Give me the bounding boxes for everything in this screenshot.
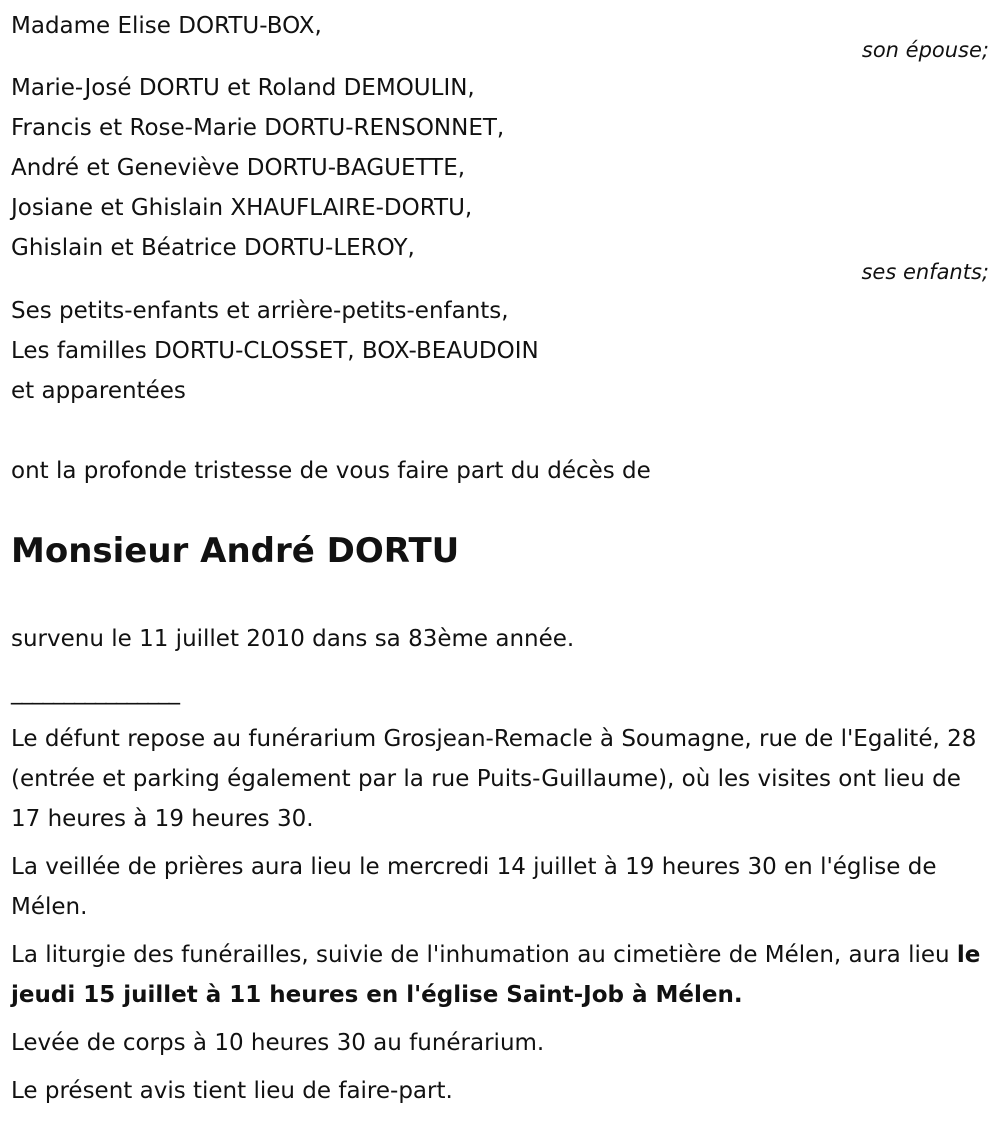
details-block <box>11 719 991 1111</box>
family-line: Ses petits-enfants et arrière-petits-enfants, <box>11 298 509 324</box>
child-line: André et Geneviève DORTU-BAGUETTE, <box>11 155 466 181</box>
vigil-paragraph: La veillée de prières aura lieu le mercredi 14 juillet à 19 heures 30 en l'église de Mélen. <box>11 854 937 920</box>
repose-paragraph: Le défunt repose au funérarium Grosjean-Remacle à Soumagne, rue de l'Egalité, 28 (entrée et parking également par la rue Puits-Guillaume), où les visites ont lieu de 17 heures à 19 heures 30. <box>11 726 977 832</box>
spouse-name: Madame Elise DORTU-BOX, <box>11 13 322 39</box>
children-block <box>11 68 991 268</box>
family-line: et apparentées <box>11 378 186 404</box>
family-line: Les familles DORTU-CLOSSET, BOX-BEAUDOIN <box>11 338 539 364</box>
child-line: Marie-José DORTU et Roland DEMOULIN, <box>11 75 475 101</box>
liturgy-paragraph <box>11 935 991 1015</box>
family-block <box>11 291 991 411</box>
liturgy-intro: La liturgie des funérailles, suivie de l'inhumation au cimetière de Mélen, aura lieu <box>11 942 957 968</box>
deceased-name: Monsieur André DORTU <box>11 531 460 571</box>
child-line: Ghislain et Béatrice DORTU-LEROY, <box>11 235 415 261</box>
notice-paragraph: Le présent avis tient lieu de faire-part. <box>11 1078 453 1104</box>
liturgy-highlight: le jeudi 15 juillet à 11 heures en l'église Saint-Job à Mélen. <box>11 942 981 1008</box>
announcement-text: ont la profonde tristesse de vous faire part du décès de <box>11 458 651 484</box>
lift-paragraph: Levée de corps à 10 heures 30 au funérarium. <box>11 1030 545 1056</box>
spouse-role: son épouse; <box>861 38 989 62</box>
children-role: ses enfants; <box>861 260 989 284</box>
separator-line: ________________ <box>11 679 179 705</box>
child-line: Josiane et Ghislain XHAUFLAIRE-DORTU, <box>11 195 473 221</box>
child-line: Francis et Rose-Marie DORTU-RENSONNET, <box>11 115 505 141</box>
death-info: survenu le 11 juillet 2010 dans sa 83ème année. <box>11 626 575 652</box>
